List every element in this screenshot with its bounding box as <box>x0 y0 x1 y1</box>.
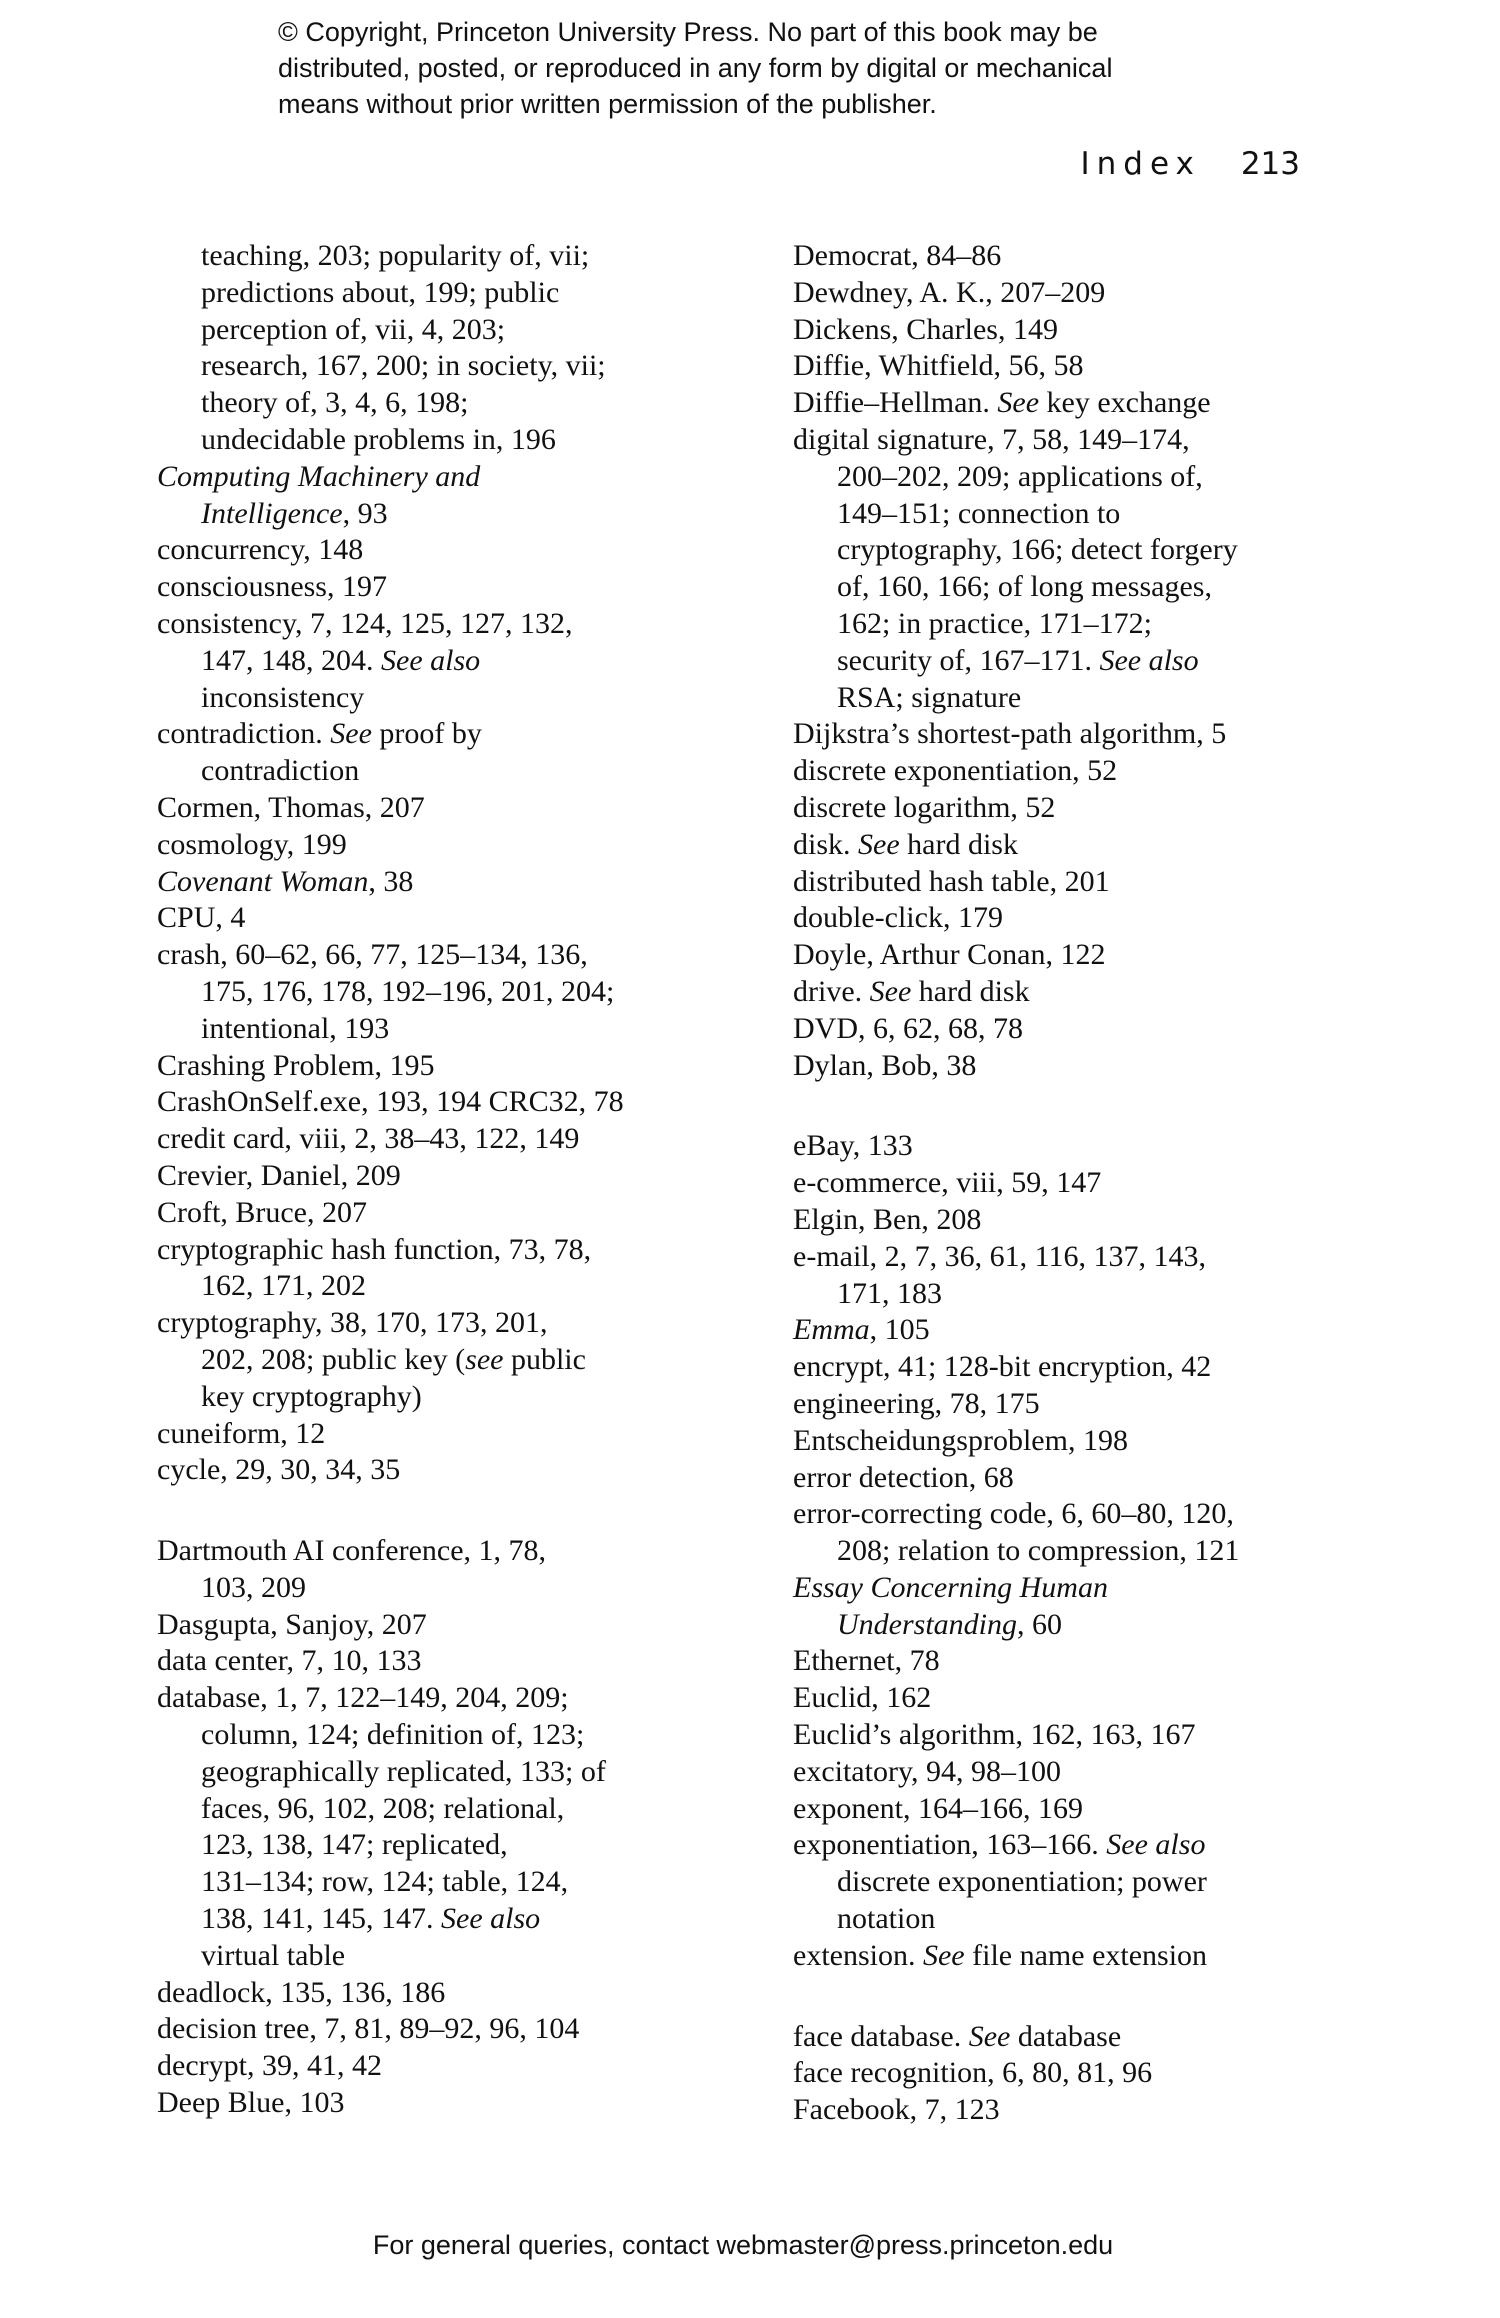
copyright-line: distributed, posted, or reproduced in any form by digital or mechanical <box>278 53 1113 83</box>
index-entry <box>157 606 624 643</box>
index-entry <box>793 1570 1239 1607</box>
entry-text: key exchange <box>1039 386 1211 420</box>
entry-text: public <box>503 1342 586 1376</box>
index-entry <box>793 790 1239 827</box>
index-entry <box>793 1312 1239 1349</box>
index-entry <box>793 1496 1239 1533</box>
index-entry <box>157 1975 624 2012</box>
entry-text: Cormen, Thomas, 207 <box>157 790 425 824</box>
entry-italic-text: see <box>465 1342 504 1376</box>
entry-text: security of, 167–171. <box>837 643 1100 677</box>
entry-text: crash, 60–62, 66, 77, 125–134, 136, <box>157 938 588 972</box>
entry-text: Doyle, Arthur Conan, 122 <box>793 938 1106 972</box>
index-entry <box>157 827 624 864</box>
entry-text: Elgin, Ben, 208 <box>793 1202 982 1236</box>
entry-text: , 93 <box>342 496 388 530</box>
entry-text: error-correcting code, 6, 60–80, 120, <box>793 1497 1234 1531</box>
entry-text: Dasgupta, Sanjoy, 207 <box>157 1607 427 1641</box>
entry-text: database <box>1010 2019 1122 2053</box>
entry-text: , 60 <box>1017 1607 1062 1641</box>
index-column-left <box>157 238 624 2122</box>
copyright-line: means without prior written permission of the publisher. <box>278 89 937 119</box>
entry-italic-text: See <box>997 386 1040 420</box>
index-entry <box>793 1717 1239 1754</box>
entry-text: disk. <box>793 827 859 861</box>
index-entry <box>793 937 1239 974</box>
index-entry <box>793 1239 1239 1276</box>
index-entry <box>157 1232 624 1269</box>
entry-text: Diffie, Whitfield, 56, 58 <box>793 349 1084 383</box>
index-subline <box>157 680 624 717</box>
entry-text: predictions about, 199; public <box>201 275 560 309</box>
footer-contact: For general queries, contact webmaster@press.princeton.edu <box>372 2230 1114 2260</box>
index-entry <box>793 422 1239 459</box>
index-entry <box>793 2092 1239 2129</box>
entry-group-gap <box>793 1084 1239 1128</box>
entry-text: concurrency, 148 <box>157 533 364 567</box>
entry-text: 147, 148, 204. <box>201 643 381 677</box>
entry-text: proof by <box>371 717 482 751</box>
entry-group-gap <box>157 1489 624 1533</box>
entry-text: Diffie–Hellman. <box>793 386 998 420</box>
entry-text: key cryptography) <box>201 1379 422 1413</box>
entry-text: 103, 209 <box>201 1570 306 1604</box>
entry-text: faces, 96, 102, 208; relational, <box>201 1791 565 1825</box>
index-subline <box>793 1533 1239 1570</box>
index-subline <box>157 1901 624 1938</box>
index-entry <box>793 2055 1239 2092</box>
entry-text: hard disk <box>911 974 1030 1008</box>
entry-text: , 38 <box>368 864 414 898</box>
index-entry <box>793 1128 1239 1165</box>
entry-text: 208; relation to compression, 121 <box>837 1534 1240 1568</box>
entry-text: Entscheidungsproblem, 198 <box>793 1423 1128 1457</box>
entry-text: exponentiation, 163–166. <box>793 1828 1107 1862</box>
entry-text: virtual table <box>201 1938 346 1972</box>
index-entry <box>793 1165 1239 1202</box>
entry-italic-text: See <box>922 1938 965 1972</box>
index-subline <box>793 1607 1239 1644</box>
index-entry <box>157 532 624 569</box>
entry-text: Democrat, 84–86 <box>793 239 1002 272</box>
index-subline <box>793 1276 1239 1313</box>
index-entry <box>793 1827 1239 1864</box>
index-subline <box>793 1864 1239 1901</box>
entry-text: double-click, 179 <box>793 901 1003 935</box>
entry-italic-text: Emma <box>793 1313 870 1347</box>
entry-text: file name extension <box>964 1938 1208 1972</box>
entry-italic-text: See <box>330 717 372 751</box>
entry-text: exponent, 164–166, 169 <box>793 1791 1083 1825</box>
index-subline <box>157 974 624 1011</box>
index-entry <box>793 1423 1239 1460</box>
index-column-right <box>793 238 1239 2129</box>
entry-text: 175, 176, 178, 192–196, 201, 204; <box>201 974 615 1008</box>
entry-text: DVD, 6, 62, 68, 78 <box>793 1011 1023 1045</box>
section-title: Index <box>1080 146 1201 182</box>
entry-text: inconsistency <box>201 680 365 714</box>
entry-text: hard disk <box>899 827 1018 861</box>
index-entry <box>793 238 1239 275</box>
entry-italic-text: Understanding <box>837 1607 1017 1641</box>
index-subline <box>793 1901 1239 1938</box>
entry-text: CrashOnSelf.exe, 193, 194 CRC32, 78 <box>157 1085 624 1119</box>
entry-text: discrete logarithm, 52 <box>793 790 1056 824</box>
entry-italic-text: See also <box>1099 643 1199 677</box>
index-entry <box>157 1533 624 1570</box>
index-entry <box>157 1680 624 1717</box>
index-entry <box>793 1011 1239 1048</box>
index-entry <box>157 937 624 974</box>
entry-text: undecidable problems in, 196 <box>201 422 556 456</box>
entry-text: digital signature, 7, 58, 149–174, <box>793 422 1190 456</box>
index-entry <box>793 864 1239 901</box>
entry-text: 202, 208; public key ( <box>201 1342 466 1376</box>
entry-text: Croft, Bruce, 207 <box>157 1195 367 1229</box>
index-entry <box>157 2085 624 2122</box>
index-entry <box>157 1195 624 1232</box>
running-head <box>1080 146 1300 182</box>
index-entry <box>793 974 1239 1011</box>
index-subline <box>157 643 624 680</box>
index-entry <box>793 385 1239 422</box>
entry-text: intentional, 193 <box>201 1011 390 1045</box>
entry-text: Crevier, Daniel, 209 <box>157 1158 401 1192</box>
index-entry <box>157 1158 624 1195</box>
index-subline <box>793 496 1239 533</box>
entry-text: cosmology, 199 <box>157 827 347 861</box>
index-subline <box>157 1268 624 1305</box>
entry-text: geographically replicated, 133; of <box>201 1754 606 1788</box>
index-subline <box>157 1342 624 1379</box>
index-entry <box>157 1452 624 1489</box>
copyright-line: © Copyright, Princeton University Press. No part of this book may be <box>278 17 1098 47</box>
index-entry <box>793 827 1239 864</box>
index-entry <box>157 1305 624 1342</box>
entry-text: Ethernet, 78 <box>793 1644 940 1678</box>
index-subline <box>157 348 624 385</box>
entry-text: cuneiform, 12 <box>157 1416 326 1450</box>
entry-text: Crashing Problem, 195 <box>157 1048 435 1082</box>
entry-text: decision tree, 7, 81, 89–92, 96, 104 <box>157 2012 580 2046</box>
entry-text: Facebook, 7, 123 <box>793 2093 1000 2127</box>
entry-text: face database. <box>793 2019 969 2053</box>
entry-text: 123, 138, 147; replicated, <box>201 1828 508 1862</box>
index-entry <box>793 1460 1239 1497</box>
entry-text: , 105 <box>869 1313 930 1347</box>
entry-italic-text: See <box>858 827 900 861</box>
entry-text: drive. <box>793 974 870 1008</box>
entry-text: face recognition, 6, 80, 81, 96 <box>793 2056 1153 2090</box>
entry-text: decrypt, 39, 41, 42 <box>157 2049 382 2083</box>
index-entry <box>793 1938 1239 1975</box>
index-subline <box>793 643 1239 680</box>
index-subline <box>793 532 1239 569</box>
entry-text: CPU, 4 <box>157 901 246 935</box>
index-subline <box>157 1379 624 1416</box>
index-subline <box>793 606 1239 643</box>
index-entry <box>157 1416 624 1453</box>
index-entry <box>793 1202 1239 1239</box>
entry-text: cryptography, 166; detect forgery <box>837 533 1238 567</box>
index-entry <box>157 864 624 901</box>
entry-text: cycle, 29, 30, 34, 35 <box>157 1453 401 1487</box>
entry-text: Deep Blue, 103 <box>157 2086 345 2120</box>
index-entry <box>157 790 624 827</box>
index-subline <box>793 680 1239 717</box>
index-entry <box>157 1643 624 1680</box>
entry-text: database, 1, 7, 122–149, 204, 209; <box>157 1681 569 1715</box>
index-subline <box>157 275 624 312</box>
entry-text: contradiction. <box>157 717 331 751</box>
entry-text: e-mail, 2, 7, 36, 61, 116, 137, 143, <box>793 1239 1207 1273</box>
index-entry <box>793 753 1239 790</box>
entry-text: Dartmouth AI conference, 1, 78, <box>157 1534 547 1568</box>
index-subline <box>793 459 1239 496</box>
entry-text: consistency, 7, 124, 125, 127, 132, <box>157 606 573 640</box>
entry-text: RSA; signature <box>837 680 1022 714</box>
index-entry <box>157 1084 624 1121</box>
copyright-notice <box>278 14 1112 122</box>
entry-text: research, 167, 200; in society, vii; <box>201 349 606 383</box>
index-entry <box>793 1386 1239 1423</box>
index-entry <box>157 716 624 753</box>
entry-text: credit card, viii, 2, 38–43, 122, 149 <box>157 1122 580 1156</box>
entry-group-gap <box>793 1975 1239 2019</box>
entry-text: eBay, 133 <box>793 1129 913 1163</box>
entry-text: cryptography, 38, 170, 173, 201, <box>157 1306 548 1340</box>
index-entry <box>793 1349 1239 1386</box>
entry-text: e-commerce, viii, 59, 147 <box>793 1166 1102 1200</box>
page-number: 213 <box>1240 146 1300 182</box>
entry-text: discrete exponentiation, 52 <box>793 754 1118 788</box>
entry-text: cryptographic hash function, 73, 78, <box>157 1232 592 1266</box>
entry-italic-text: Intelligence <box>201 496 343 530</box>
index-entry <box>793 1680 1239 1717</box>
index-subline <box>157 1717 624 1754</box>
index-entry <box>157 1048 624 1085</box>
index-subline <box>157 385 624 422</box>
entry-text: error detection, 68 <box>793 1460 1014 1494</box>
entry-text: of, 160, 166; of long messages, <box>837 570 1212 604</box>
index-subline <box>793 569 1239 606</box>
index-subline <box>157 753 624 790</box>
index-entry <box>793 2019 1239 2056</box>
entry-text: Dewdney, A. K., 207–209 <box>793 275 1106 309</box>
entry-italic-text: See also <box>441 1902 541 1936</box>
entry-text: Euclid’s algorithm, 162, 163, 167 <box>793 1718 1196 1752</box>
entry-text: column, 124; definition of, 123; <box>201 1718 585 1752</box>
entry-text: consciousness, 197 <box>157 570 387 604</box>
entry-text: Euclid, 162 <box>793 1681 932 1715</box>
entry-text: data center, 7, 10, 133 <box>157 1644 422 1678</box>
index-entry <box>157 1607 624 1644</box>
entry-text: 131–134; row, 124; table, 124, <box>201 1865 569 1899</box>
index-entry <box>793 1754 1239 1791</box>
index-entry <box>157 2048 624 2085</box>
entry-text: contradiction <box>201 754 360 788</box>
entry-text: distributed hash table, 201 <box>793 864 1110 898</box>
entry-italic-text: See <box>869 974 912 1008</box>
entry-text: deadlock, 135, 136, 186 <box>157 1975 446 2009</box>
index-entry <box>793 900 1239 937</box>
index-subline <box>157 1791 624 1828</box>
entry-text: engineering, 78, 175 <box>793 1386 1040 1420</box>
entry-text: Dickens, Charles, 149 <box>793 312 1058 346</box>
index-entry <box>157 1121 624 1158</box>
index-entry <box>793 275 1239 312</box>
entry-italic-text: See <box>968 2019 1011 2053</box>
entry-text: notation <box>837 1902 936 1936</box>
entry-text: 200–202, 209; applications of, <box>837 459 1203 493</box>
entry-text: 162, 171, 202 <box>201 1269 366 1303</box>
index-subline <box>157 238 624 275</box>
index-subline <box>157 1754 624 1791</box>
entry-text: Dijkstra’s shortest-path algorithm, 5 <box>793 717 1227 751</box>
entry-text: Dylan, Bob, 38 <box>793 1048 977 1082</box>
index-entry <box>157 459 624 496</box>
entry-text: excitatory, 94, 98–100 <box>793 1754 1061 1788</box>
index-subline <box>157 1011 624 1048</box>
index-subline <box>157 1827 624 1864</box>
index-subline <box>157 1938 624 1975</box>
entry-text: discrete exponentiation; power <box>837 1865 1207 1899</box>
index-subline <box>157 496 624 533</box>
entry-italic-text: Computing Machinery and <box>157 459 481 493</box>
index-entry <box>157 2011 624 2048</box>
index-entry <box>157 900 624 937</box>
index-subline <box>157 1864 624 1901</box>
entry-text: 138, 141, 145, 147. <box>201 1902 441 1936</box>
entry-text: teaching, 203; popularity of, vii; <box>201 239 590 272</box>
index-entry <box>793 1048 1239 1085</box>
entry-italic-text: Essay Concerning Human <box>793 1570 1108 1604</box>
entry-text: theory of, 3, 4, 6, 198; <box>201 386 469 420</box>
index-entry <box>793 1791 1239 1828</box>
index-subline <box>157 312 624 349</box>
index-subline <box>157 422 624 459</box>
entry-text: 149–151; connection to <box>837 496 1121 530</box>
index-subline <box>157 1570 624 1607</box>
entry-text: encrypt, 41; 128-bit encryption, 42 <box>793 1350 1212 1384</box>
entry-text: 171, 183 <box>837 1276 942 1310</box>
entry-text: 162; in practice, 171–172; <box>837 606 1152 640</box>
index-entry <box>157 569 624 606</box>
entry-italic-text: Covenant Woman <box>157 864 369 898</box>
index-entry <box>793 348 1239 385</box>
entry-italic-text: See also <box>1106 1828 1206 1862</box>
entry-italic-text: See also <box>381 643 481 677</box>
index-entry <box>793 312 1239 349</box>
entry-text: perception of, vii, 4, 203; <box>201 312 506 346</box>
entry-text: extension. <box>793 1938 923 1972</box>
index-entry <box>793 716 1239 753</box>
index-entry <box>793 1643 1239 1680</box>
